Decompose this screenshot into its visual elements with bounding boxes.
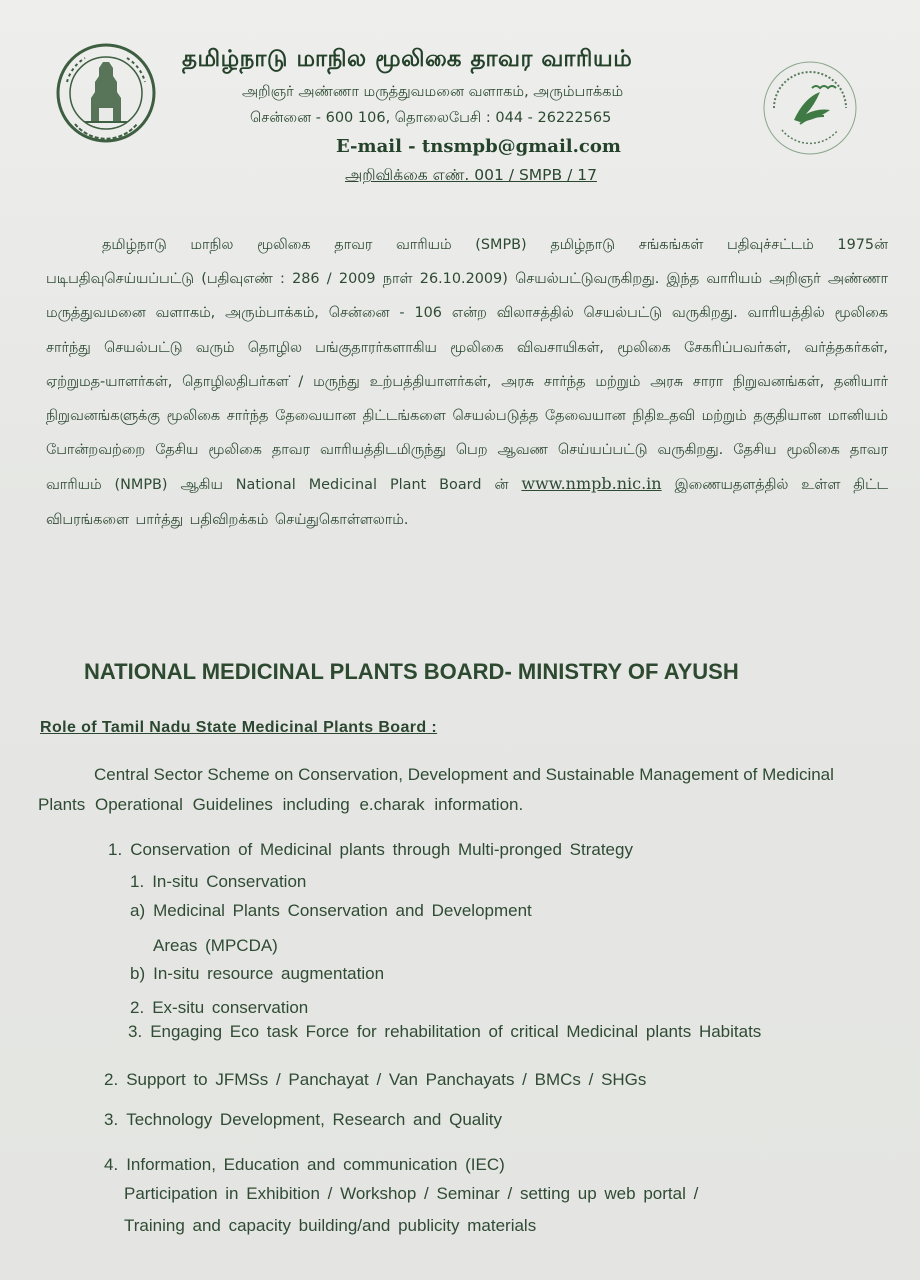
list-item: 1. In-situ Conservation: [130, 872, 307, 891]
intro-text: [38, 760, 880, 820]
list-item: 2. Ex-situ conservation: [130, 998, 309, 1017]
list-item: 3. Engaging Eco task Force for rehabilitation of critical Medicinal plants Habitats: [128, 1022, 762, 1041]
paragraph-text-end: இணையதளத்தில் உள்ள திட்ட விபரங்களை பார்த்து பதிவிறக்கம் செய்துகொள்ளலாம்.: [46, 477, 889, 528]
section-heading: Role of Tamil Nadu State Medicinal Plants Board :: [40, 719, 438, 736]
list-item: 1. Conservation of Medicinal plants through Multi-pronged Strategy: [108, 840, 633, 859]
main-heading: NATIONAL MEDICINAL PLANTS BOARD- MINISTRY OF AYUSH: [84, 659, 739, 684]
paragraph-text: தமிழ்நாடு மாநில மூலிகை தாவர வாரியம் (SMPB) தமிழ்நாடு சங்கங்கள் பதிவுச்சட்டம் 1975ன் படிபதிவுசெய்யப்பட்டு (பதிவுஎண் : 286 / 2009 நாள் 26.10.2009) செயல்பட்டுவருகிறது. இந்த வாரியம் அறிஞர் அண்ணா மருத்துவமனை வளாகம், அரும்பாக்கம், சென்னை - 106 என்ற விலாசத்தில் செயல்பட்டு வருகிறது. வாரியத்தில் மூலிகை சார்ந்து செயல்பட்டு வரும் தொழில பங்குதாரர்களாகிய மூலிகை விவசாயிகள், மூலிகை சேகரிப்பவர்கள், வர்த்தகர்கள், ஏற்றுமத-யாளர்கள், தொழிலதிபர்கள ̇/ மருந்து உற்பத்தியாளர்கள், அரசு சார்ந்த மற்றும் அரசு சாரா நிறுவனங்கள், தனியார் நிறுவனங்களுக்கு மூலிகை சார்ந்த தேவையான திட்டங்களை செயல்படுத்த தேவையான நிதிஉதவி மற்றும் தகுதியான மானியம் போன்றவற்றை தேசிய மூலிகை தாவர வாரியத்திடமிருந்து பெற ஆவண செய்யப்பட்டு வருகிறது. தேசிய மூலிகை தாவர வாரியம் (NMPB) ஆகிய National Medicinal Plant Board ன்: [46, 237, 888, 494]
list-item: Areas (MPCDA): [153, 936, 278, 955]
address-line-1: அறிஞர் அண்ணா மருத்துவமனை வளாகம், அரும்பாக்கம்: [242, 84, 624, 100]
notice-number: அறிவிக்கை எண். 001 / SMPB / 17: [345, 166, 597, 184]
list-item: b) In-situ resource augmentation: [130, 964, 385, 983]
nmpb-logo: [760, 58, 860, 158]
intro-line-2: Plants Operational Guidelines including e.charak information.: [38, 795, 524, 814]
tamil-nadu-emblem-logo: [55, 42, 157, 144]
intro-line-1: Central Sector Scheme on Conservation, Development and Sustainable Management of Medicinal: [94, 765, 834, 784]
list-item: 4. Information, Education and communication (IEC): [104, 1155, 505, 1174]
list-item: Training and capacity building/and publicity materials: [124, 1216, 537, 1235]
nmpb-website-link[interactable]: www.nmpb.nic.in: [521, 474, 662, 494]
tamil-description-paragraph: [46, 228, 888, 537]
list-item: 3. Technology Development, Research and Quality: [104, 1110, 503, 1129]
address-line-2: சென்னை - 600 106, தொலைபேசி : 044 - 26222565: [250, 110, 612, 126]
list-item: a) Medicinal Plants Conservation and Development: [130, 901, 532, 920]
list-item: 2. Support to JFMSs / Panchayat / Van Panchayats / BMCs / SHGs: [104, 1070, 647, 1089]
list-item: Participation in Exhibition / Workshop / Seminar / setting up web portal /: [124, 1184, 699, 1203]
email-line: E-mail - tnsmpb@gmail.com: [336, 136, 621, 157]
organization-name: தமிழ்நாடு மாநில மூலிகை தாவர வாரியம்: [182, 46, 633, 72]
